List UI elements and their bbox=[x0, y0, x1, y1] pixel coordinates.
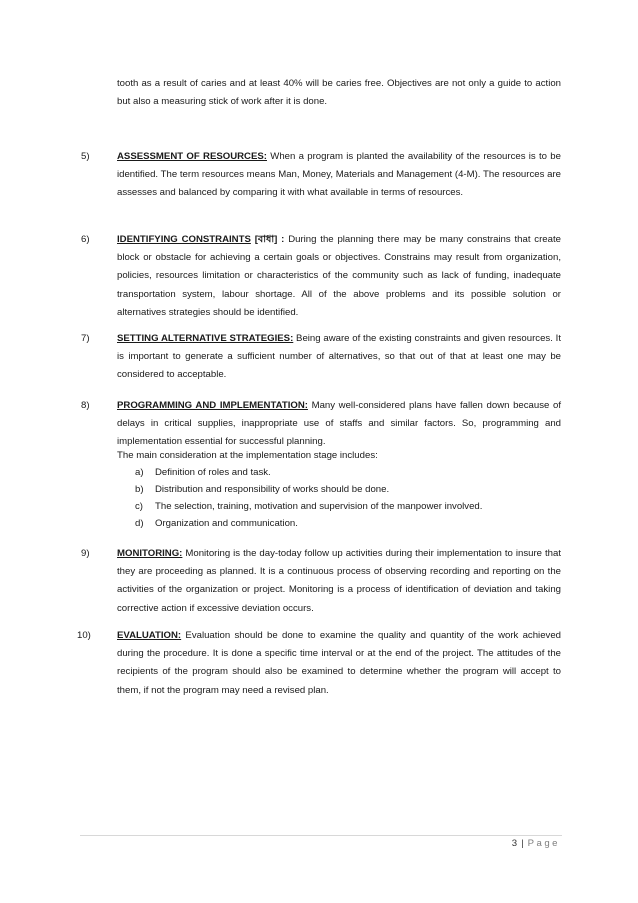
page-footer bbox=[512, 838, 560, 849]
item-10-paragraph bbox=[117, 627, 561, 700]
item-5-heading: ASSESSMENT OF RESOURCES: bbox=[117, 151, 267, 162]
list-item-label: b) bbox=[135, 484, 144, 495]
item-9-paragraph bbox=[117, 545, 561, 618]
list-item-text: The selection, training, motivation and supervision of the manpower involved. bbox=[155, 501, 483, 512]
item-8-subintro: The main consideration at the implementation stage includes: bbox=[117, 450, 378, 461]
item-7-number: 7) bbox=[81, 333, 90, 344]
page-word: Page bbox=[527, 838, 560, 849]
list-item-text: Definition of roles and task. bbox=[155, 467, 271, 478]
list-item-label: a) bbox=[135, 467, 144, 478]
item-5-text: When a program is planted the availability of the resources is to be identified. The term resources means Man, Money, Materials and Management (4-M). The resources are assesses and balanced by comparing it with what available in terms of resources. bbox=[117, 151, 561, 199]
item-10-text: Evaluation should be done to examine the quality and quantity of the work achieved during the procedure. It is done a specific time interval or at the end of the project. The attitudes of the recipients of the program should also be examined to determine whether the program will accept to them, if not the program may need a revised plan. bbox=[117, 630, 561, 696]
item-6-number: 6) bbox=[81, 234, 90, 245]
list-item bbox=[135, 464, 271, 482]
item-8-heading: PROGRAMMING AND IMPLEMENTATION: bbox=[117, 400, 308, 411]
list-item bbox=[135, 498, 482, 516]
footer-divider bbox=[80, 835, 562, 836]
item-5-paragraph bbox=[117, 148, 561, 203]
item-8-paragraph bbox=[117, 397, 561, 452]
item-9-heading: MONITORING: bbox=[117, 548, 183, 559]
item-6-heading: IDENTIFYING CONSTRAINTS bbox=[117, 234, 251, 245]
item-10-number: 10) bbox=[77, 630, 91, 641]
list-item bbox=[135, 481, 389, 499]
item-7-text: Being aware of the existing constraints and given resources. It is important to generate a sufficient number of alternatives, so that out of that at least one may be considered to acceptable. bbox=[117, 333, 561, 381]
item-6-text: During the planning there may be many constrains that create block or obstacle for achieving a certain goals or objectives. Constrains may result from organization, policies, resources limitation or characteristics of the community such as lack of funding, inadequate transportation system, labour shortage. All of the above problems and its possible solution or alternatives strategies should be identified. bbox=[117, 234, 561, 318]
item-10-heading: EVALUATION: bbox=[117, 630, 182, 641]
intro-paragraph: tooth as a result of caries and at least 40% will be caries free. Objectives are not only a guide to action but also a measuring stick of work after it is done. bbox=[117, 78, 561, 108]
item-5-number: 5) bbox=[81, 151, 90, 162]
list-item-text: Organization and communication. bbox=[155, 518, 298, 529]
list-item-text: Distribution and responsibility of works should be done. bbox=[155, 484, 390, 495]
item-9-number: 9) bbox=[81, 548, 90, 559]
list-item-label: d) bbox=[135, 518, 144, 529]
page-number: 3 bbox=[511, 838, 518, 849]
item-6-paragraph bbox=[117, 231, 561, 322]
item-9-text: Monitoring is the day-today follow up activities during their implementation to insure that they are proceeding as planned. It is a continuous process of observing recording and reporting on the activities of the organization or project. Monitoring is a process of identification of deviation and taking corrective action if excessive deviation occurs. bbox=[117, 548, 561, 614]
item-8-number: 8) bbox=[81, 400, 90, 411]
item-7-paragraph bbox=[117, 330, 561, 385]
list-item-label: c) bbox=[135, 501, 143, 512]
item-8-text: Many well-considered plans have fallen down because of delays in critical supplies, inappropriate use of staffs and similar factors. So, programming and implementation essential for successful planning. bbox=[117, 400, 561, 448]
list-item bbox=[135, 515, 298, 533]
item-7-heading: SETTING ALTERNATIVE STRATEGIES: bbox=[117, 333, 294, 344]
item-6-bracket: [বাধা] : bbox=[250, 234, 289, 245]
footer-separator: | bbox=[521, 838, 524, 849]
